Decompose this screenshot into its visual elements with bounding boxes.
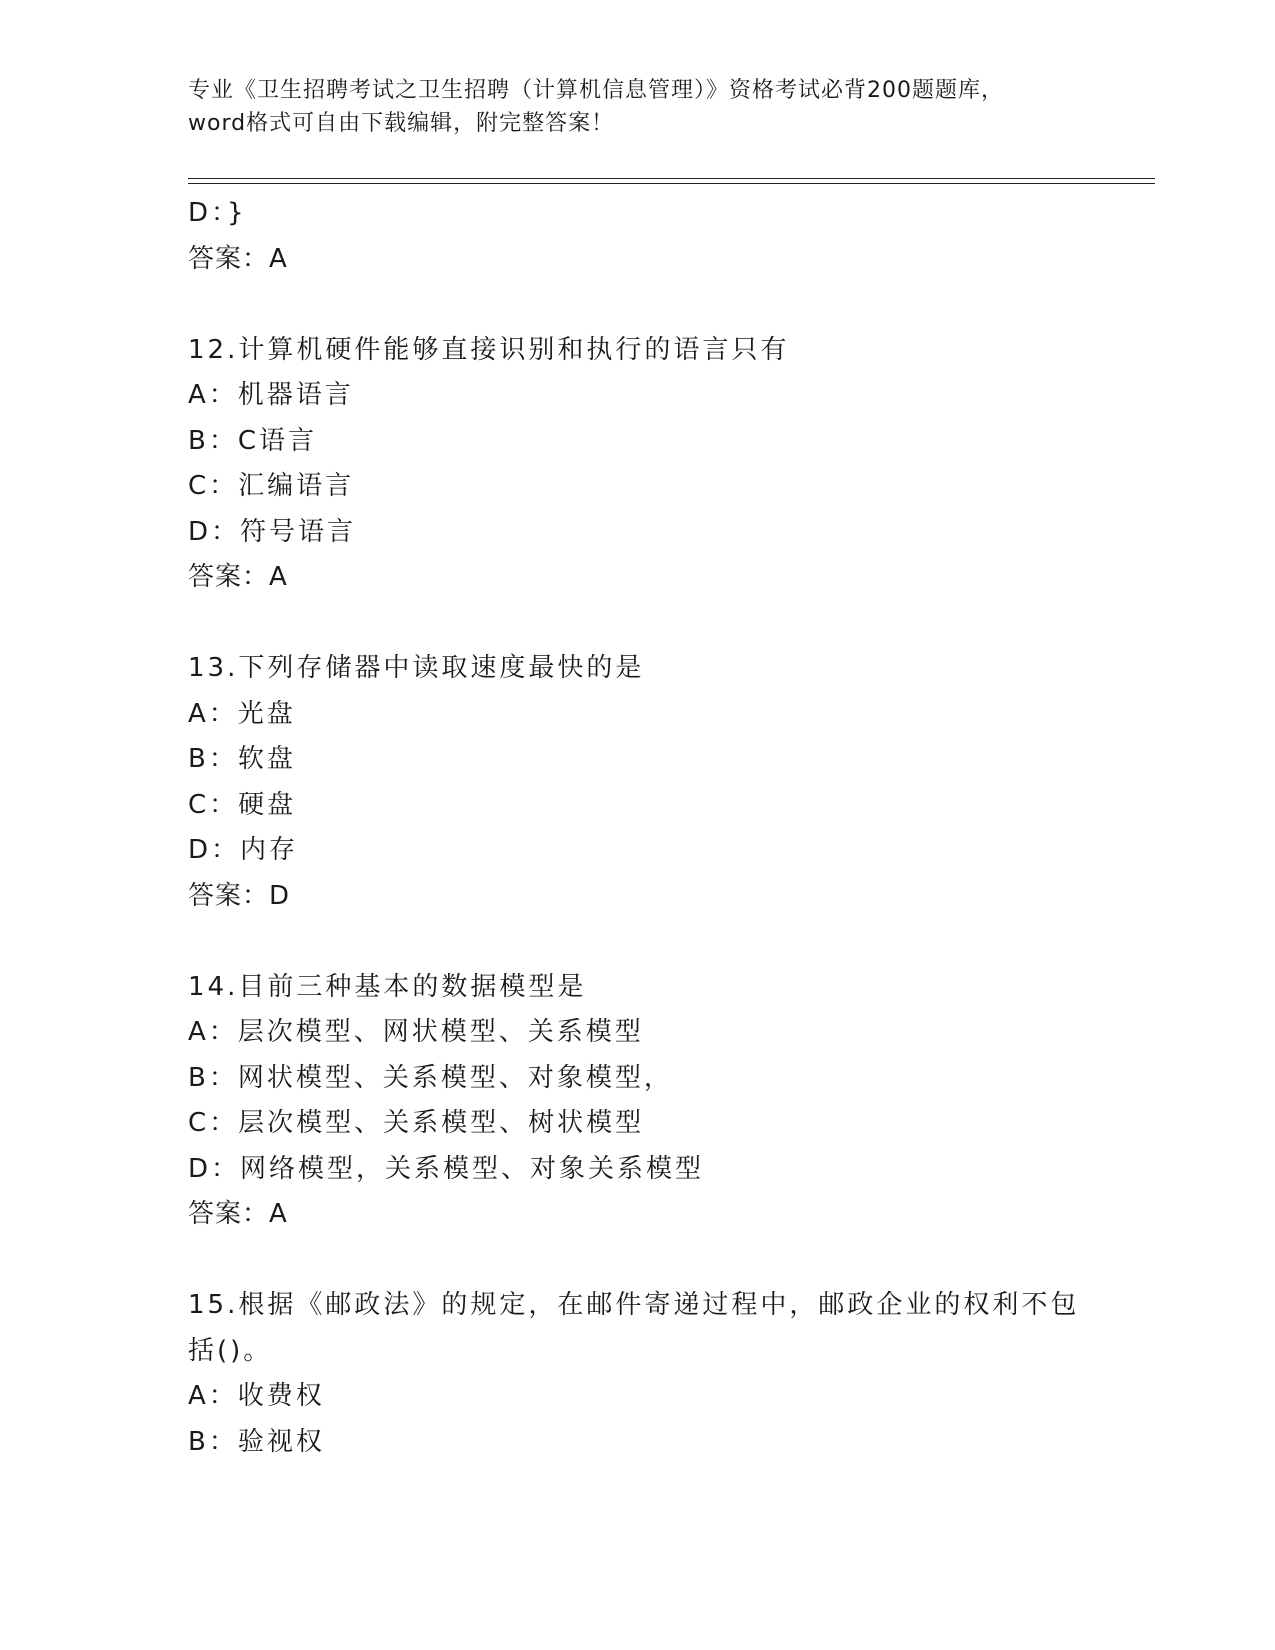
option-b: B：C语言 — [188, 425, 317, 456]
spacer — [188, 919, 1128, 965]
header-title-line-2: word格式可自由下载编辑，附完整答案！ — [188, 111, 615, 136]
header-divider-top — [188, 178, 1155, 179]
spacer — [188, 1238, 1128, 1284]
option-c: C：硬盘 — [188, 789, 297, 820]
option-b: B：软盘 — [188, 744, 296, 774]
option-a: A：层次模型、网状模型、关系模型 — [188, 1017, 644, 1047]
option-d: D：内存 — [188, 835, 299, 865]
option-a: A：光盘 — [188, 698, 296, 729]
spacer — [188, 601, 1128, 647]
document-header — [188, 74, 1088, 140]
option-d: D：} — [188, 198, 247, 228]
answer-line: 答案：A — [188, 243, 288, 274]
question-stem: 13.下列存储器中读取速度最快的是 — [188, 653, 645, 683]
answer-line: 答案：A — [188, 562, 288, 592]
answer-line: 答案：A — [188, 1199, 288, 1229]
spacer — [188, 282, 1128, 328]
header-title-line-1: 专业《卫生招聘考试之卫生招聘（计算机信息管理）》资格考试必背200题题库， — [188, 78, 1004, 103]
option-d: D：符号语言 — [188, 516, 357, 547]
question-stem: 14.目前三种基本的数据模型是 — [188, 971, 587, 1002]
question-stem: 12.计算机硬件能够直接识别和执行的语言只有 — [188, 334, 790, 365]
option-b: B：验视权 — [188, 1426, 325, 1457]
option-a: A：机器语言 — [188, 380, 354, 410]
question-stem-line-2: 括()。 — [188, 1335, 273, 1366]
option-c: C：汇编语言 — [188, 471, 355, 501]
option-d: D：网络模型，关系模型、对象关系模型 — [188, 1153, 705, 1184]
option-a: A：收费权 — [188, 1381, 325, 1411]
question-stem-line-1: 15.根据《邮政法》的规定，在邮件寄递过程中，邮政企业的权利不包 — [188, 1290, 1080, 1320]
header-divider-bottom — [188, 183, 1155, 184]
option-b: B：网状模型、关系模型、对象模型， — [188, 1062, 673, 1093]
option-c: C：层次模型、关系模型、树状模型 — [188, 1108, 645, 1138]
answer-line: 答案：D — [188, 880, 291, 911]
question-content — [188, 191, 1128, 1465]
